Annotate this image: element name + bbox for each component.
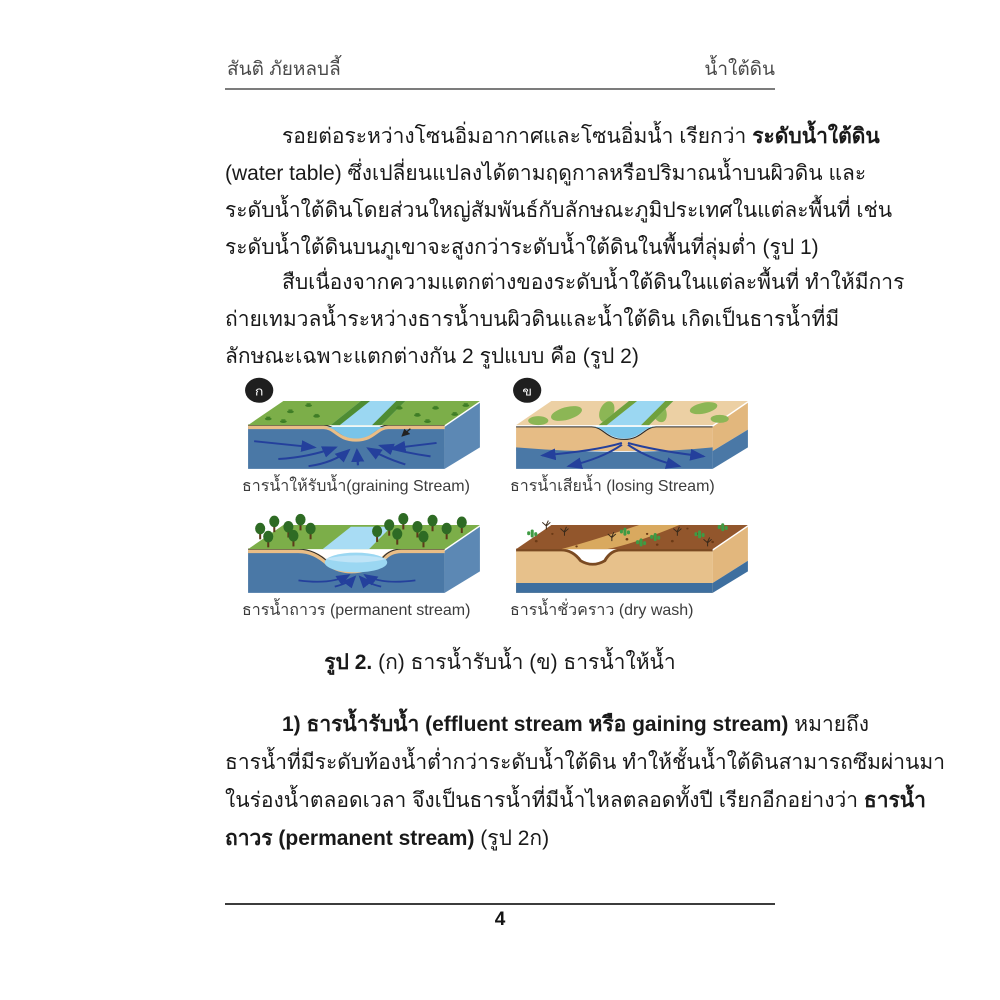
paragraph-stream-types-intro — [225, 264, 905, 375]
figure-2 — [238, 376, 768, 622]
dry-wash-diagram — [506, 500, 758, 600]
paragraph-water-table — [225, 118, 893, 266]
text-line: ธารน้ำที่มีระดับท้องน้ำต่ำกว่าระดับน้ำใต้ดิน ทำให้ชั้นน้ำใต้ดินสามารถซึมผ่านมา — [225, 751, 946, 774]
panel-caption-losing: ธารน้ำเสียน้ำ (losing Stream) — [510, 478, 715, 495]
deep-water-table — [516, 583, 713, 593]
footer-rule — [225, 903, 775, 905]
text-line: ระดับน้ำใต้ดินโดยส่วนใหญ่สัมพันธ์กับลักษณะภูมิประเทศในแต่ละพื้นที่ เช่น — [225, 199, 893, 222]
text-line: สืบเนื่องจากความแตกต่างของระดับน้ำใต้ดินในแต่ละพื้นที่ ทำให้มีการ — [282, 271, 905, 294]
text-line: (water table) ซึ่งเปลี่ยนแปลงได้ตามฤดูกาลหรือปริมาณน้ำบนผิวดิน และ — [225, 162, 867, 185]
panel-dry-wash — [506, 500, 758, 622]
gaining-stream-diagram — [238, 376, 490, 476]
header-running-title: น้ำใต้ดิน — [704, 59, 775, 80]
text-line: ลักษณะเฉพาะแตกต่างกัน 2 รูปแบบ คือ (รูป 2) — [225, 345, 639, 368]
losing-stream-diagram — [506, 376, 758, 476]
text-line: ถาวร (permanent stream) (รูป 2ก) — [225, 827, 550, 850]
panel-caption-dry-wash: ธารน้ำชั่วคราว (dry wash) — [510, 602, 694, 619]
text-line: รอยต่อระหว่างโซนอิ่มอากาศและโซนอิ่มน้ำ เรียกว่า ระดับน้ำใต้ดิน — [282, 125, 880, 148]
badge-ka-label: ก — [254, 384, 264, 399]
badge-kho-label: ข — [522, 384, 532, 399]
panel-losing-stream — [506, 376, 758, 498]
permanent-stream-diagram — [238, 500, 490, 600]
panel-caption-permanent: ธารน้ำถาวร (permanent stream) — [242, 602, 471, 619]
panel-gaining-stream — [238, 376, 490, 498]
header-rule — [225, 88, 775, 90]
text-line: 1) ธารน้ำรับน้ำ (effluent stream หรือ gaining stream) หมายถึง — [282, 713, 870, 736]
header-author: สันติ ภัยหลบลี้ — [227, 59, 341, 80]
figure-caption — [225, 646, 775, 679]
text-line: ในร่องน้ำตลอดเวลา จึงเป็นธารน้ำที่มีน้ำไหลตลอดทั้งปี เรียกอีกอย่างว่า ธารน้ำ — [225, 789, 926, 812]
page-number: 4 — [494, 909, 506, 930]
paragraph-gaining-stream — [225, 706, 946, 858]
text-line: ถ่ายเทมวลน้ำระหว่างธารน้ำบนผิวดินและน้ำใต้ดิน เกิดเป็นธารน้ำที่มี — [225, 308, 840, 331]
panel-caption-gaining: ธารน้ำให้รับน้ำ(graining Stream) — [242, 478, 470, 495]
panel-permanent-stream — [238, 500, 490, 622]
figure-caption-label: รูป 2. — [324, 651, 373, 674]
figure-caption-text: (ก) ธารน้ำรับน้ำ (ข) ธารน้ำให้น้ำ — [372, 651, 676, 674]
text-line: ระดับน้ำใต้ดินบนภูเขาจะสูงกว่าระดับน้ำใต้ดินในพื้นที่ลุ่มต่ำ (รูป 1) — [225, 236, 819, 259]
